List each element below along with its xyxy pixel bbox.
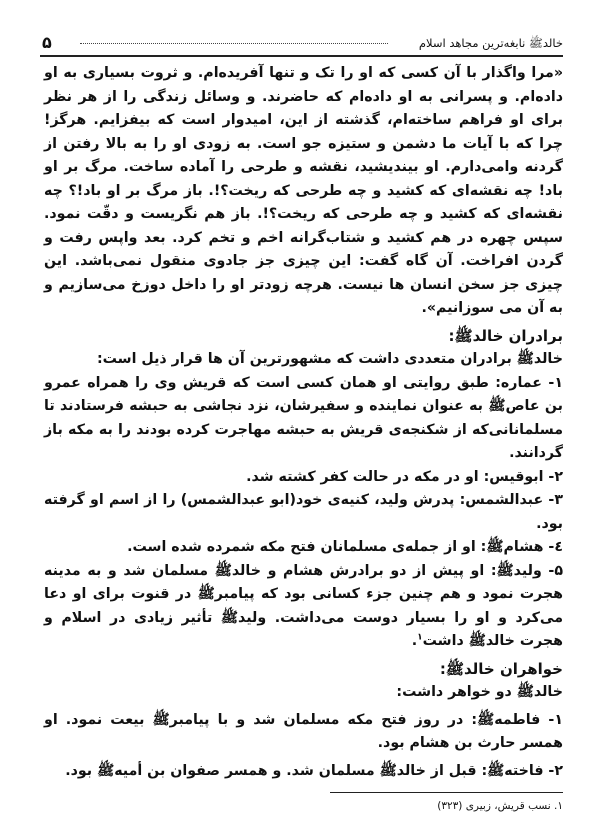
brothers-intro: خالدﷺ برادران متعددی داشت که مشهورترین آن ها قرار ذیل است: (96, 351, 563, 367)
footnote-ref[interactable]: ١ (417, 632, 423, 643)
section-heading-sisters: خواهران خالدﷺ: (439, 659, 563, 678)
brother-5-text: ۵- ولیدﷺ: او پیش از دو برادرش هشام و خالدﷺ مسلمان شد و به مدینه هجرت نمود و هم چنین جزء کسانی بود که پیامبرﷺ در قنوت برای او دعا می‌کرد و او را بسیار دوست می‌داشت. ولیدﷺ تأثیر زیادی در اسلام و هجرت خالدﷺ داشت (44, 562, 563, 649)
sisters-intro: خالدﷺ دو خواهر داشت: (396, 684, 563, 700)
header-title: خالدﷺ نابغه‌ترین مجاهد اسلام (418, 36, 563, 50)
footnote-separator (330, 792, 563, 793)
list-item-brother-5: ۵- ولیدﷺ: او پیش از دو برادرش هشام و خالدﷺ مسلمان شد و به مدینه هجرت نمود و هم چنین جزء کسانی بود که پیامبرﷺ در قنوت برای او دعا می‌کرد و او را بسیار دوست می‌داشت. ولیدﷺ تأثیر زیادی در اسلام و هجرت خالدﷺ داشت$^١$. (44, 562, 563, 649)
list-item-sister-1: ۱- فاطمهﷺ: در روز فتح مکه مسلمان شد و با پیامبرﷺ بیعت نمود. او همسر حارث بن هشام بود. (44, 711, 563, 751)
quote-paragraph: «مرا واگذار با آن کسی که او را تک و تنها آفریده‌ام. و ثروت بسیاری به او داده‌ام. و پسرانی به او داده‌ام که حاضرند. و وسائل زندگی را از هر نظر برای او فراهم ساخته‌ام، گذشته از این، امیدوار است که بیفزایم. هرگز! چرا که با آیات ما دشمن و ستیزه جو است. به زودی او را به بالا رفتن از گردنه وامی‌دارم. او بیندیشید، نقشه و طرحی را آماده ساخت. مرگ بر او باد! چه نقشه‌ای که کشید و چه طرحی که ریخت؟!. باز مرگ بر او باد!؟ چه نقشه‌ای که کشید و چه طرحی که ریخت؟!. باز هم نگریست و دقّت نمود. سپس چهره در هم کشید و شتاب‌گرانه اخم و تخم کرد. بعد واپس رفت و گردن افراخت. آن گاه گفت: این چیزی جز جادوی منقول نمی‌باشد. این چیزی جز سخن انسان ها نیست. هرچه زودتر او را داخل دوزخ می‌سازیم و به آن می سوزانیم». (44, 65, 563, 316)
running-header (40, 33, 563, 57)
header-dot-leader (80, 43, 388, 44)
footnote: ١. نسب قریش، زبیری (٣٢٣) (437, 800, 563, 812)
list-item-brother-4: ٤- هشامﷺ: او از جمله‌ی مسلمانان فتح مکه شمرده شده است. (127, 539, 563, 555)
list-item-brother-3: ۳- عبدالشمس: پدرش ولید، کنیه‌ی خود(ابو عبدالشمس) را از اسم او گرفته بود. (44, 492, 563, 532)
list-item-brother-2: ۲- ابوقیس: او در مکه در حالت کفر کشته شد. (246, 468, 563, 485)
list-item-sister-2: ۲- فاختهﷺ: قبل از خالدﷺ مسلمان شد. و همسر صفوان بن أمیهﷺ بود. (65, 762, 563, 779)
page-body (44, 62, 563, 783)
list-item-brother-1: ۱- عماره: طبق روایتی او همان کسی است که قریش وی را همراه عمرو بن عاصﷺ به عنوان نماینده و سفیرشان، نزد نجاشی به حبشه فرستادند تا مسلمانانی‌که از شکنجه‌ی قریش به حبشه مهاجرت کرده بودند را به مکه باز گردانند. (44, 374, 563, 461)
page-number: ۵ (42, 33, 52, 52)
section-heading-brothers: برادران خالدﷺ: (448, 326, 563, 345)
